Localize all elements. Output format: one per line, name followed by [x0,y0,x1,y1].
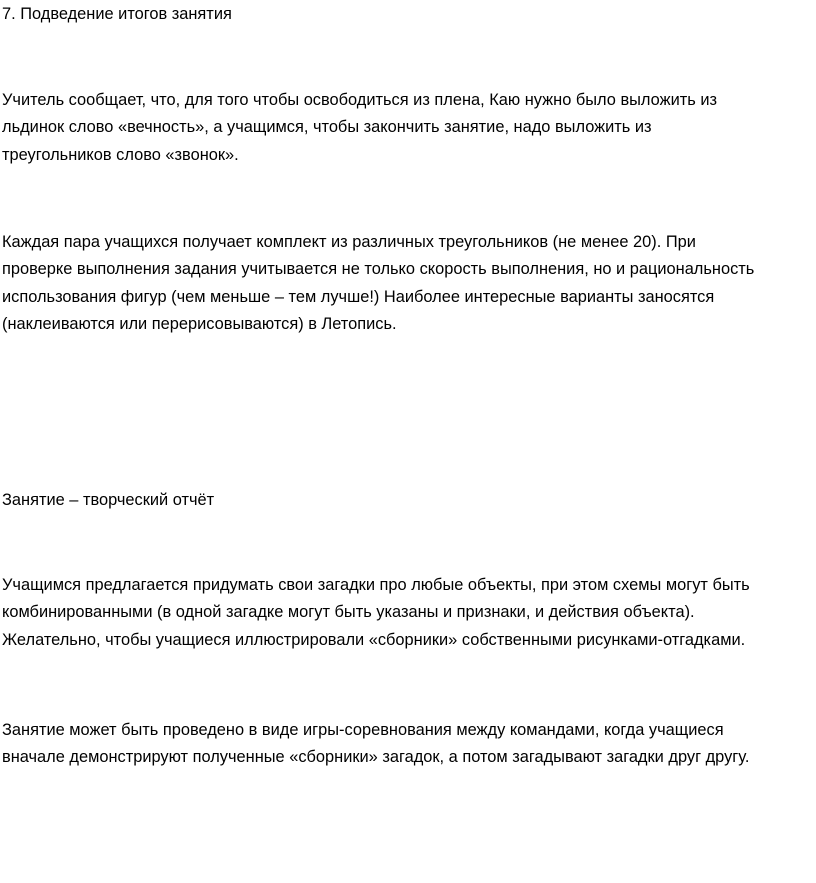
paragraph-line: Учащимся предлагается придумать свои загадки про любые объекты, при этом схемы могут быть [2,576,750,594]
paragraph-teacher-message [2,87,814,169]
paragraph-line: (наклеиваются или перерисовываются) в Летопись. [2,315,397,334]
paragraph-line: Занятие может быть проведено в виде игры-соревнования между командами, когда учащиеся [2,721,724,739]
heading-line: 7. Подведение итогов занятия [2,5,232,23]
paragraph-line: вначале демонстрируют полученные «сборники» загадок, а потом загадывают загадки друг другу. [2,748,750,767]
paragraph-line: треугольников слово «звонок». [2,145,239,164]
paragraph-triangles-task [2,229,814,339]
paragraph-line: Желательно, чтобы учащиеся иллюстрировали «сборники» собственными рисунками-отгадками. [2,630,746,649]
section-heading [2,1,814,28]
paragraph-line: Учитель сообщает, что, для того чтобы освободиться из плена, Каю нужно было выложить из [2,91,718,109]
paragraph-competition [2,717,814,772]
paragraph-line: использования фигур (чем меньше – тем лучше!) Наиболее интересные варианты заносятся [2,287,715,306]
paragraph-line: комбинированными (в одной загадке могут быть указаны и признаки, и действия объекта). [2,603,695,622]
paragraph-line: проверке выполнения задания учитывается не только скорость выполнения, но и рациональность [2,260,755,279]
paragraph-riddles [2,572,814,654]
paragraph-line: Каждая пара учащихся получает комплект из различных треугольников (не менее 20). При [2,233,696,251]
paragraph-line: льдинок слово «вечность», а учащимся, чтобы закончить занятие, надо выложить из [2,118,652,137]
subsection-heading [2,487,814,514]
subheading-line: Занятие – творческий отчёт [2,491,215,509]
